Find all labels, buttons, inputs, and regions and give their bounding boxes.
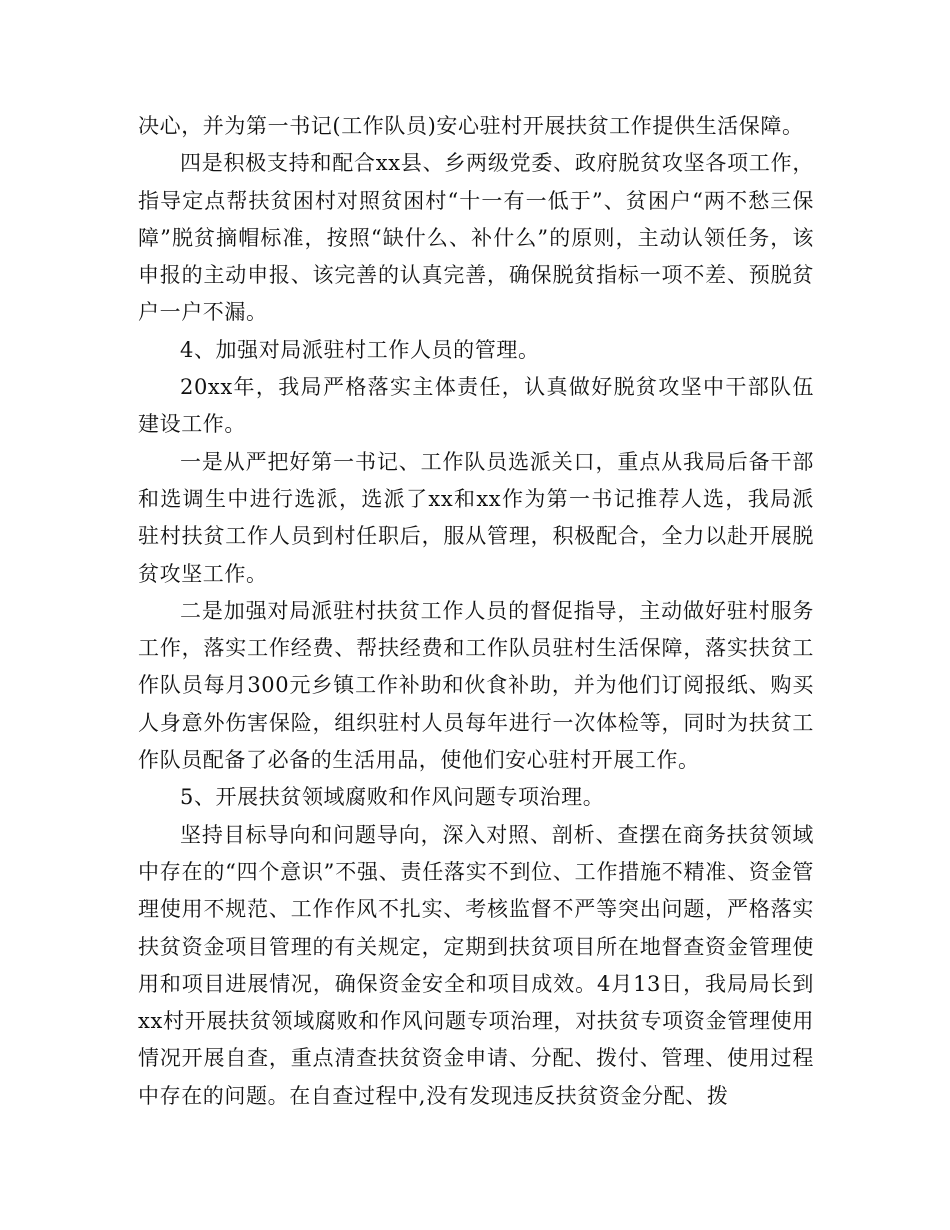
paragraph-6: 坚持目标导向和问题导向，深入对照、剖析、查摆在商务扶贫领域中存在的“四个意识”不强、责任落实不到位、工作措施不精准、资金管理使用不规范、工作作风不扎实、考核监督不严等突出问题，严格落实扶贫资金项目管理的有关规定，定期到扶贫项目所在地督查资金管理使用和项目进展情况，确保资金安全和项目成效。4月13日，我局局长到xx村开展扶贫领域腐败和作风问题专项治理，对扶贫专项资金管理使用情况开展自查，重点清查扶贫资金申请、分配、拨付、管理、使用过程中存在的问题。在自查过程中,没有发现违反扶贫资金分配、拨 [138, 822, 814, 1108]
paragraph-1: 决心，并为第一书记(工作队员)安心驻村开展扶贫工作提供生活保障。 [138, 114, 804, 138]
paragraph-4: 一是从严把好第一书记、工作队员选派关口，重点从我局后备干部和选调生中进行选派，选派了xx和xx作为第一书记推荐人选，我局派驻村扶贫工作人员到村任职后，服从管理，积极配合，全力以赴开展脱贫攻坚工作。 [138, 449, 814, 586]
document-body [138, 108, 814, 1115]
paragraph-2: 四是积极支持和配合xx县、乡两级党委、政府脱贫攻坚各项工作，指导定点帮扶贫困村对照贫困村“十一有一低于”、贫困户“两不愁三保障”脱贫摘帽标准，按照“缺什么、补什么”的原则，主动认领任务，该申报的主动申报、该完善的认真完善，确保脱贫指标一项不差、预脱贫户一户不漏。 [138, 151, 814, 325]
section-heading-5: 5、开展扶贫领域腐败和作风问题专项治理。 [180, 785, 605, 810]
paragraph-3: 20xx年，我局严格落实主体责任，认真做好脱贫攻坚中干部队伍建设工作。 [138, 375, 814, 437]
paragraph-5: 二是加强对局派驻村扶贫工作人员的督促指导，主动做好驻村服务工作，落实工作经费、帮扶经费和工作队员驻村生活保障，落实扶贫工作队员每月300元乡镇工作补助和伙食补助，并为他们订阅报纸、购买人身意外伤害保险，组织驻村人员每年进行一次体检等，同时为扶贫工作队员配备了必备的生活用品，使他们安心驻村开展工作。 [138, 598, 814, 773]
section-heading-4: 4、加强对局派驻村工作人员的管理。 [180, 337, 540, 362]
